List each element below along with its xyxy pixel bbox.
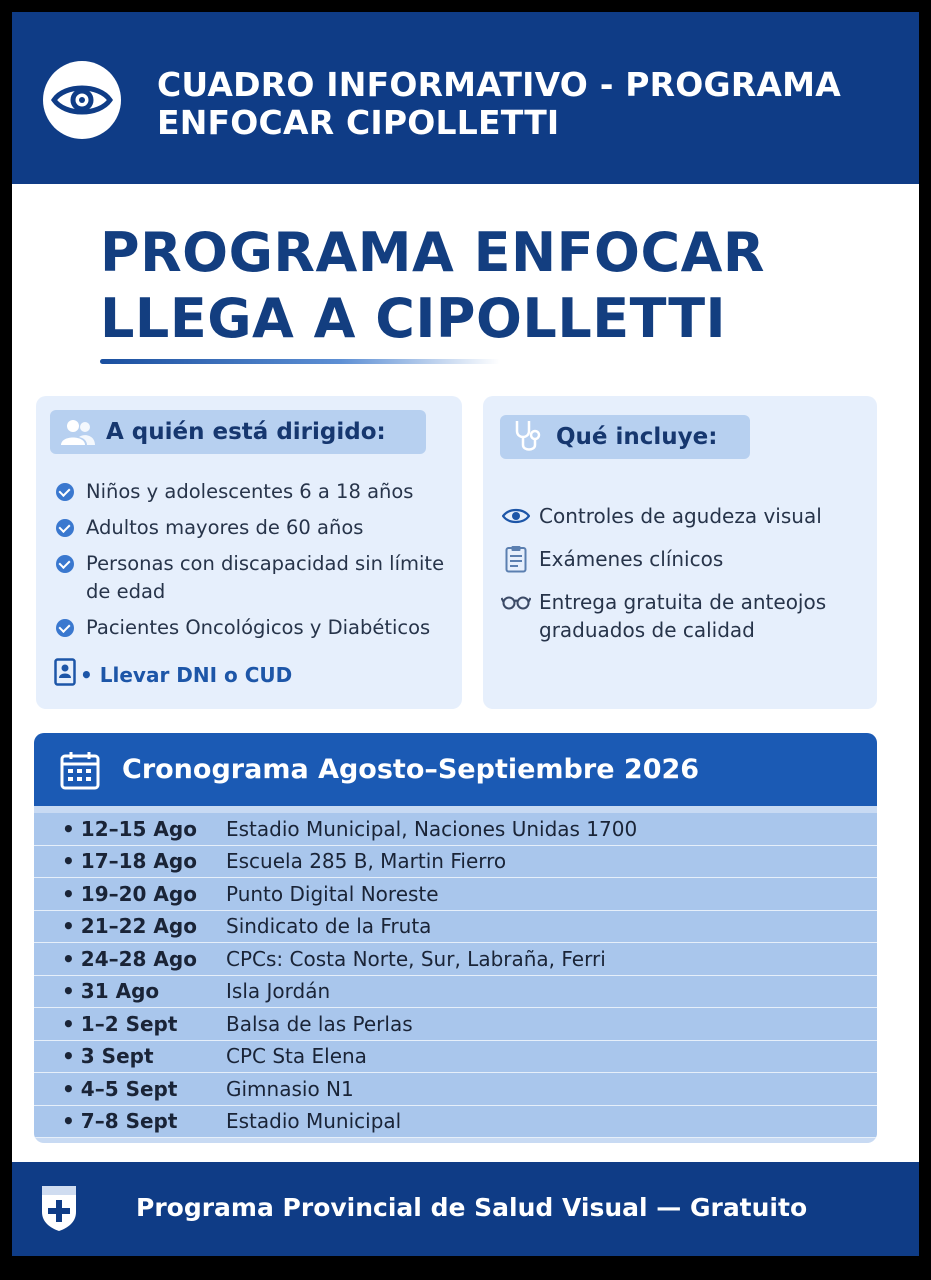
includes-list [501, 502, 871, 659]
row-place: Sindicato de la Fruta [226, 914, 432, 939]
row-place: Punto Digital Noreste [226, 881, 439, 906]
row-date: • 21–22 Ago [34, 914, 226, 938]
list-item-text: Niños y adolescentes 6 a 18 años [86, 480, 414, 503]
list-item-text: Exámenes clínicos [539, 547, 724, 571]
row-place: Balsa de las Perlas [226, 1011, 413, 1036]
row-place: CPCs: Costa Norte, Sur, Labraña, Ferri [226, 946, 606, 971]
row-date: • 24–28 Ago [34, 947, 226, 971]
row-place: Escuela 285 B, Martin Fierro [226, 849, 507, 874]
poster [12, 12, 919, 1256]
table-row [34, 1008, 877, 1041]
stethoscope-icon [510, 422, 546, 452]
row-place: Isla Jordán [226, 979, 331, 1004]
check-icon [56, 619, 74, 637]
audience-list [56, 478, 456, 650]
list-item [501, 502, 871, 530]
row-date: • 7–8 Sept [34, 1109, 226, 1133]
calendar-icon [60, 750, 100, 790]
list-item-text: Pacientes Oncológicos y Diabéticos [86, 616, 431, 639]
list-item-text: Entrega gratuita de anteojos graduados de calidad [539, 590, 827, 642]
table-row [34, 1106, 877, 1139]
page-title [100, 220, 900, 352]
eye-logo [43, 61, 121, 139]
row-date: • 1–2 Sept [34, 1012, 226, 1036]
table-row [34, 911, 877, 944]
list-item [56, 514, 456, 542]
includes-heading [500, 415, 750, 459]
people-icon [60, 417, 96, 447]
table-row [34, 846, 877, 879]
dni-note-text: • Llevar DNI o CUD [80, 662, 293, 687]
eye-icon [51, 80, 113, 120]
header-title-line2: ENFOCAR CIPOLLETTI [157, 103, 560, 142]
header-title [157, 66, 897, 142]
list-item [56, 614, 456, 642]
check-icon [56, 555, 74, 573]
id-card-icon [54, 658, 76, 691]
table-row [34, 1073, 877, 1106]
table-row [34, 813, 877, 846]
row-date: • 17–18 Ago [34, 849, 226, 873]
schedule-rows [34, 813, 877, 1138]
footer-text: Programa Provincial de Salud Visual — Gratuito [136, 1193, 808, 1222]
schedule-title: Cronograma Agosto–Septiembre 2026 [122, 754, 700, 785]
list-item [56, 478, 456, 506]
list-item [56, 550, 456, 606]
page-title-line2: LLEGA A CIPOLLETTI [100, 287, 727, 350]
list-item-text: Personas con discapacidad sin límite de edad [86, 552, 445, 603]
header-band [12, 12, 919, 184]
shield-cross-icon [40, 1184, 78, 1232]
row-date: • 19–20 Ago [34, 882, 226, 906]
schedule-header [34, 733, 877, 806]
page-title-line1: PROGRAMA ENFOCAR [100, 221, 765, 284]
title-underline [100, 359, 500, 364]
audience-panel [36, 396, 462, 709]
audience-heading [50, 410, 426, 454]
row-date: • 12–15 Ago [34, 817, 226, 841]
footer-band [12, 1162, 919, 1256]
includes-heading-label: Qué incluye: [556, 424, 718, 450]
table-row [34, 976, 877, 1009]
dni-note [54, 658, 292, 691]
audience-heading-label: A quién está dirigido: [106, 419, 386, 445]
glasses-icon [501, 588, 531, 616]
row-place: CPC Sta Elena [226, 1044, 367, 1069]
table-row [34, 878, 877, 911]
check-icon [56, 519, 74, 537]
list-item-text: Adultos mayores de 60 años [86, 516, 364, 539]
row-place: Gimnasio N1 [226, 1076, 354, 1101]
list-item-text: Controles de agudeza visual [539, 504, 822, 528]
row-date: • 4–5 Sept [34, 1077, 226, 1101]
includes-panel [483, 396, 877, 709]
check-icon [56, 483, 74, 501]
header-title-line1: CUADRO INFORMATIVO - PROGRAMA [157, 65, 841, 104]
row-date: • 31 Ago [34, 979, 226, 1003]
list-item [501, 588, 871, 644]
table-row [34, 1041, 877, 1074]
row-place: Estadio Municipal, Naciones Unidas 1700 [226, 816, 638, 841]
eye-icon [501, 502, 531, 530]
list-item [501, 545, 871, 573]
clipboard-icon [501, 545, 531, 573]
row-date: • 3 Sept [34, 1044, 226, 1068]
row-place: Estadio Municipal [226, 1109, 402, 1134]
table-row [34, 943, 877, 976]
schedule-table [34, 733, 877, 1143]
